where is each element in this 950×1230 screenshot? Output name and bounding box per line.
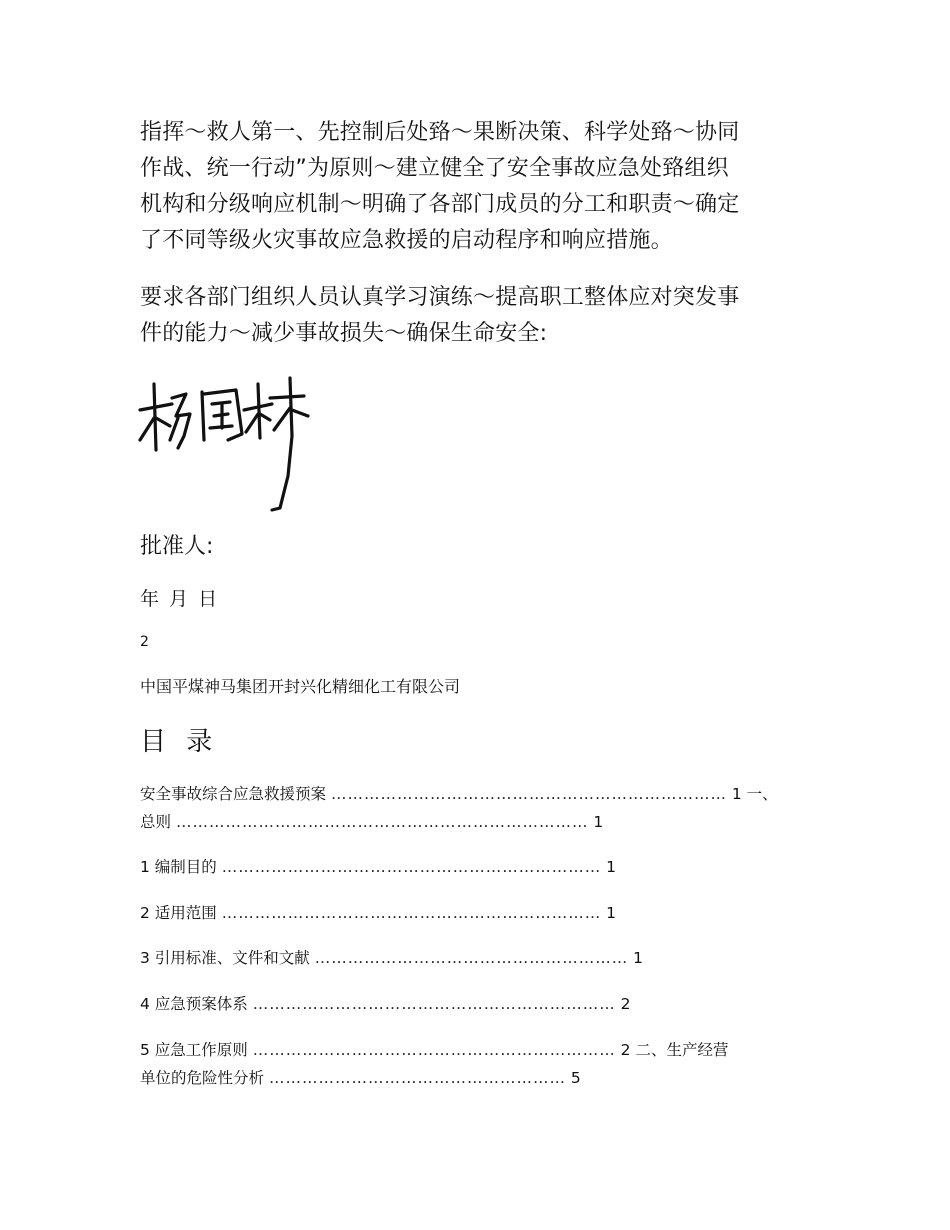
body-paragraph-1-line-1: 指挥～救人第一、先控制后处臵～果断决策、科学处臵～协同 <box>140 120 740 145</box>
body-paragraph-1-line-3: 机构和分级响应机制～明确了各部门成员的分工和职责～确定 <box>140 192 740 217</box>
toc-entry-1-page: 1 <box>593 813 604 831</box>
body-paragraph-2 <box>140 280 812 352</box>
body-paragraph-2-line-2: 件的能力～减少事故损失～确保生命安全: <box>140 321 548 346</box>
toc-entry-6-page: 5 <box>570 1069 581 1087</box>
approval-date: 年 月 日 <box>140 588 218 610</box>
toc-entry-1-continued: 总则 <box>140 813 172 831</box>
toc-entry-6[interactable] <box>140 1036 812 1092</box>
toc-entry-1[interactable] <box>140 780 812 836</box>
toc-entry-2-text: 1 编制目的 <box>140 858 217 876</box>
toc-entry-4[interactable] <box>140 944 812 972</box>
toc-leader-dots: ……………………………………………………………… <box>330 785 727 803</box>
toc-entry-1-tail: 1 一、 <box>731 785 778 803</box>
toc-title: 目 录 <box>140 727 219 757</box>
toc-entry-3[interactable] <box>140 899 812 927</box>
toc-entry-3-page: 1 <box>606 904 617 922</box>
toc-entry-5-text: 4 应急预案体系 <box>140 995 248 1013</box>
toc-leader-dots: …………………………………………………………… <box>221 904 602 922</box>
toc-leader-dots: ……………………………………………… <box>268 1069 566 1087</box>
toc-entry-2-page: 1 <box>606 858 617 876</box>
toc-entry-1-text: 安全事故综合应急救援预案 <box>140 785 327 803</box>
toc-leader-dots: ………………………………………………………… <box>252 1041 616 1059</box>
handwritten-signature <box>132 368 317 516</box>
body-paragraph-1 <box>140 115 812 259</box>
toc-entry-5-page: 2 <box>620 995 631 1013</box>
body-paragraph-2-line-1: 要求各部门组织人员认真学习演练～提高职工整体应对突发事 <box>140 285 740 310</box>
body-paragraph-1-line-4: 了不同等级火灾事故应急救援的启动程序和响应措施。 <box>140 228 673 253</box>
toc-entry-4-page: 1 <box>633 949 644 967</box>
toc-entry-6-tail: 2 二、生产经营 <box>620 1041 729 1059</box>
toc-entry-6-continued: 单位的危险性分析 <box>140 1069 265 1087</box>
page-number: 2 <box>140 634 149 650</box>
toc-entry-6-text: 5 应急工作原则 <box>140 1041 248 1059</box>
body-paragraph-1-line-2: 作战、统一行动”为原则～建立健全了安全事故应急处臵组织 <box>140 156 729 181</box>
toc-leader-dots: ………………………………………………… <box>314 949 629 967</box>
toc-leader-dots: ………………………………………………………………… <box>175 813 589 831</box>
toc-entry-4-text: 3 引用标准、文件和文献 <box>140 949 310 967</box>
toc-entry-5[interactable] <box>140 990 812 1018</box>
toc-entry-2[interactable] <box>140 853 812 881</box>
company-name: 中国平煤神马集团开封兴化精细化工有限公司 <box>140 677 461 696</box>
toc-leader-dots: ………………………………………………………… <box>252 995 616 1013</box>
approver-label: 批准人: <box>140 534 214 559</box>
toc-leader-dots: …………………………………………………………… <box>221 858 602 876</box>
toc-entry-3-text: 2 适用范围 <box>140 904 217 922</box>
